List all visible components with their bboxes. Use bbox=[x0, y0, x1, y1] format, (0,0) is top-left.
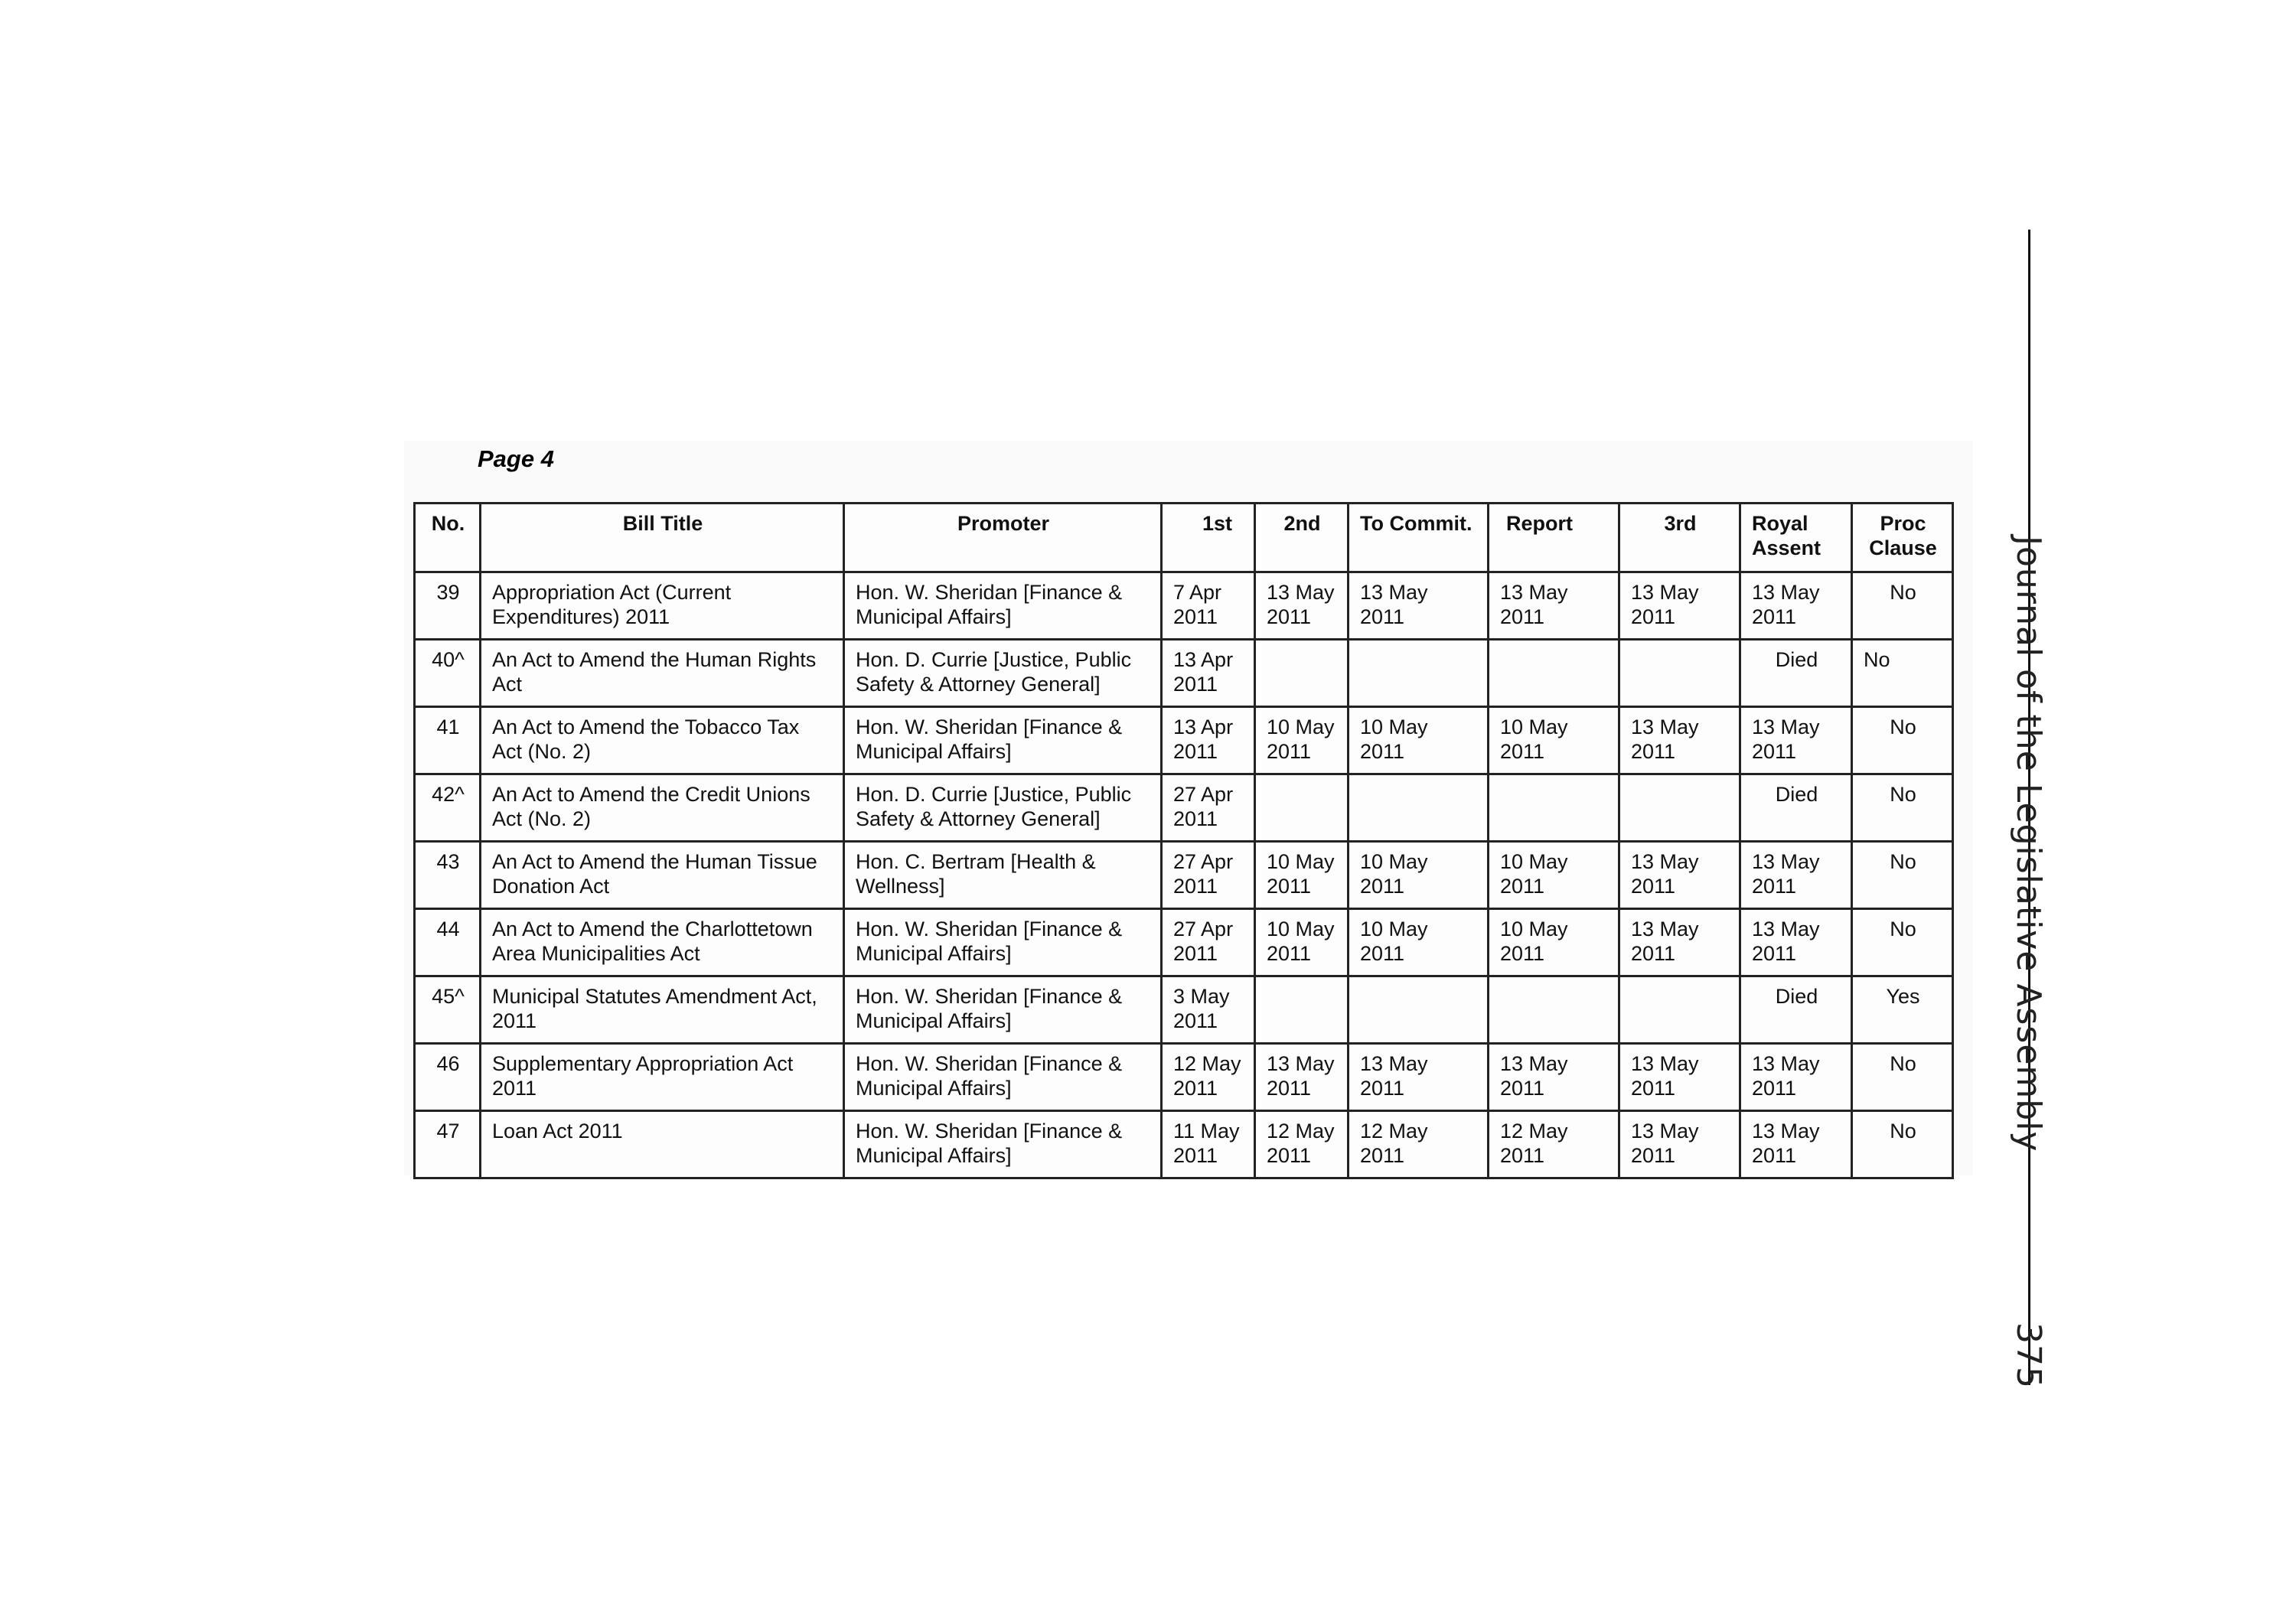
cell-proc-clause: No bbox=[1852, 640, 1953, 707]
cell-second-reading: 13 May 2011 bbox=[1255, 572, 1349, 640]
cell-first-reading: 12 May 2011 bbox=[1162, 1044, 1255, 1111]
header-second-reading: 2nd bbox=[1255, 504, 1349, 572]
cell-first-reading: 13 Apr 2011 bbox=[1162, 640, 1255, 707]
cell-third-reading: 13 May 2011 bbox=[1619, 1044, 1740, 1111]
cell-second-reading bbox=[1255, 640, 1349, 707]
cell-first-reading: 27 Apr 2011 bbox=[1162, 842, 1255, 909]
cell-bill-title: An Act to Amend the Human Tissue Donation Act bbox=[481, 842, 844, 909]
cell-second-reading bbox=[1255, 976, 1349, 1044]
cell-third-reading bbox=[1619, 976, 1740, 1044]
header-proc-clause: Proc Clause bbox=[1852, 504, 1953, 572]
cell-report: 10 May 2011 bbox=[1489, 707, 1619, 774]
cell-to-commit bbox=[1349, 640, 1489, 707]
cell-no: 40^ bbox=[415, 640, 481, 707]
cell-no: 44 bbox=[415, 909, 481, 976]
table-row bbox=[415, 976, 1953, 1044]
cell-bill-title: Municipal Statutes Amendment Act, 2011 bbox=[481, 976, 844, 1044]
cell-promoter: Hon. W. Sheridan [Finance & Municipal Affairs] bbox=[844, 707, 1162, 774]
table-row bbox=[415, 774, 1953, 842]
cell-no: 47 bbox=[415, 1111, 481, 1178]
page-label: Page 4 bbox=[478, 445, 554, 472]
cell-third-reading: 13 May 2011 bbox=[1619, 1111, 1740, 1178]
table-row bbox=[415, 572, 1953, 640]
cell-to-commit: 13 May 2011 bbox=[1349, 572, 1489, 640]
cell-proc-clause: No bbox=[1852, 774, 1953, 842]
cell-third-reading: 13 May 2011 bbox=[1619, 572, 1740, 640]
cell-report: 10 May 2011 bbox=[1489, 909, 1619, 976]
cell-proc-clause: No bbox=[1852, 842, 1953, 909]
cell-promoter: Hon. W. Sheridan [Finance & Municipal Affairs] bbox=[844, 1111, 1162, 1178]
cell-no: 45^ bbox=[415, 976, 481, 1044]
cell-proc-clause: No bbox=[1852, 1111, 1953, 1178]
cell-first-reading: 7 Apr 2011 bbox=[1162, 572, 1255, 640]
cell-report: 13 May 2011 bbox=[1489, 572, 1619, 640]
cell-proc-clause: No bbox=[1852, 909, 1953, 976]
cell-no: 42^ bbox=[415, 774, 481, 842]
cell-report bbox=[1489, 976, 1619, 1044]
cell-bill-title: An Act to Amend the Human Rights Act bbox=[481, 640, 844, 707]
cell-no: 43 bbox=[415, 842, 481, 909]
table-row bbox=[415, 909, 1953, 976]
cell-to-commit: 10 May 2011 bbox=[1349, 842, 1489, 909]
header-first-reading: 1st bbox=[1162, 504, 1255, 572]
table-row bbox=[415, 707, 1953, 774]
cell-royal-assent: 13 May 2011 bbox=[1740, 909, 1852, 976]
bills-table bbox=[413, 502, 1954, 1179]
cell-bill-title: Loan Act 2011 bbox=[481, 1111, 844, 1178]
cell-promoter: Hon. W. Sheridan [Finance & Municipal Affairs] bbox=[844, 1044, 1162, 1111]
cell-third-reading bbox=[1619, 640, 1740, 707]
cell-first-reading: 13 Apr 2011 bbox=[1162, 707, 1255, 774]
cell-first-reading: 27 Apr 2011 bbox=[1162, 909, 1255, 976]
cell-royal-assent: 13 May 2011 bbox=[1740, 1044, 1852, 1111]
cell-bill-title: An Act to Amend the Charlottetown Area Municipalities Act bbox=[481, 909, 844, 976]
cell-first-reading: 3 May 2011 bbox=[1162, 976, 1255, 1044]
cell-proc-clause: Yes bbox=[1852, 976, 1953, 1044]
cell-second-reading: 10 May 2011 bbox=[1255, 842, 1349, 909]
cell-to-commit: 12 May 2011 bbox=[1349, 1111, 1489, 1178]
table-row bbox=[415, 842, 1953, 909]
cell-bill-title: Supplementary Appropriation Act 2011 bbox=[481, 1044, 844, 1111]
table-row bbox=[415, 1044, 1953, 1111]
cell-promoter: Hon. D. Currie [Justice, Public Safety & Attorney General] bbox=[844, 640, 1162, 707]
header-to-commit: To Commit. bbox=[1349, 504, 1489, 572]
page-number: 375 bbox=[2009, 1322, 2048, 1389]
cell-bill-title: Appropriation Act (Current Expenditures) 2011 bbox=[481, 572, 844, 640]
cell-first-reading: 11 May 2011 bbox=[1162, 1111, 1255, 1178]
cell-to-commit: 10 May 2011 bbox=[1349, 909, 1489, 976]
cell-bill-title: An Act to Amend the Tobacco Tax Act (No. 2) bbox=[481, 707, 844, 774]
cell-royal-assent: 13 May 2011 bbox=[1740, 842, 1852, 909]
cell-second-reading bbox=[1255, 774, 1349, 842]
cell-promoter: Hon. D. Currie [Justice, Public Safety & Attorney General] bbox=[844, 774, 1162, 842]
cell-no: 41 bbox=[415, 707, 481, 774]
cell-promoter: Hon. W. Sheridan [Finance & Municipal Affairs] bbox=[844, 909, 1162, 976]
header-no: No. bbox=[415, 504, 481, 572]
cell-promoter: Hon. W. Sheridan [Finance & Municipal Affairs] bbox=[844, 976, 1162, 1044]
bills-table-body bbox=[415, 572, 1953, 1178]
cell-to-commit: 13 May 2011 bbox=[1349, 1044, 1489, 1111]
cell-royal-assent: 13 May 2011 bbox=[1740, 707, 1852, 774]
cell-royal-assent: Died bbox=[1740, 640, 1852, 707]
cell-third-reading: 13 May 2011 bbox=[1619, 842, 1740, 909]
cell-to-commit bbox=[1349, 976, 1489, 1044]
cell-proc-clause: No bbox=[1852, 572, 1953, 640]
cell-third-reading: 13 May 2011 bbox=[1619, 707, 1740, 774]
cell-second-reading: 13 May 2011 bbox=[1255, 1044, 1349, 1111]
cell-promoter: Hon. C. Bertram [Health & Wellness] bbox=[844, 842, 1162, 909]
header-report: Report bbox=[1489, 504, 1619, 572]
cell-report bbox=[1489, 774, 1619, 842]
header-bill-title: Bill Title bbox=[481, 504, 844, 572]
header-third-reading: 3rd bbox=[1619, 504, 1740, 572]
cell-report bbox=[1489, 640, 1619, 707]
table-header-row bbox=[415, 504, 1953, 572]
cell-royal-assent: Died bbox=[1740, 774, 1852, 842]
cell-proc-clause: No bbox=[1852, 707, 1953, 774]
header-royal-assent: Royal Assent bbox=[1740, 504, 1852, 572]
cell-second-reading: 10 May 2011 bbox=[1255, 707, 1349, 774]
cell-proc-clause: No bbox=[1852, 1044, 1953, 1111]
cell-second-reading: 12 May 2011 bbox=[1255, 1111, 1349, 1178]
table-row bbox=[415, 640, 1953, 707]
journal-title: Journal of the Legislative Assembly bbox=[2009, 536, 2048, 1152]
cell-promoter: Hon. W. Sheridan [Finance & Municipal Affairs] bbox=[844, 572, 1162, 640]
cell-third-reading: 13 May 2011 bbox=[1619, 909, 1740, 976]
cell-third-reading bbox=[1619, 774, 1740, 842]
cell-first-reading: 27 Apr 2011 bbox=[1162, 774, 1255, 842]
cell-report: 12 May 2011 bbox=[1489, 1111, 1619, 1178]
cell-report: 10 May 2011 bbox=[1489, 842, 1619, 909]
cell-royal-assent: 13 May 2011 bbox=[1740, 572, 1852, 640]
table-row bbox=[415, 1111, 1953, 1178]
cell-to-commit: 10 May 2011 bbox=[1349, 707, 1489, 774]
header-promoter: Promoter bbox=[844, 504, 1162, 572]
cell-royal-assent: Died bbox=[1740, 976, 1852, 1044]
cell-report: 13 May 2011 bbox=[1489, 1044, 1619, 1111]
cell-to-commit bbox=[1349, 774, 1489, 842]
cell-no: 39 bbox=[415, 572, 481, 640]
cell-bill-title: An Act to Amend the Credit Unions Act (No. 2) bbox=[481, 774, 844, 842]
cell-no: 46 bbox=[415, 1044, 481, 1111]
cell-royal-assent: 13 May 2011 bbox=[1740, 1111, 1852, 1178]
cell-second-reading: 10 May 2011 bbox=[1255, 909, 1349, 976]
